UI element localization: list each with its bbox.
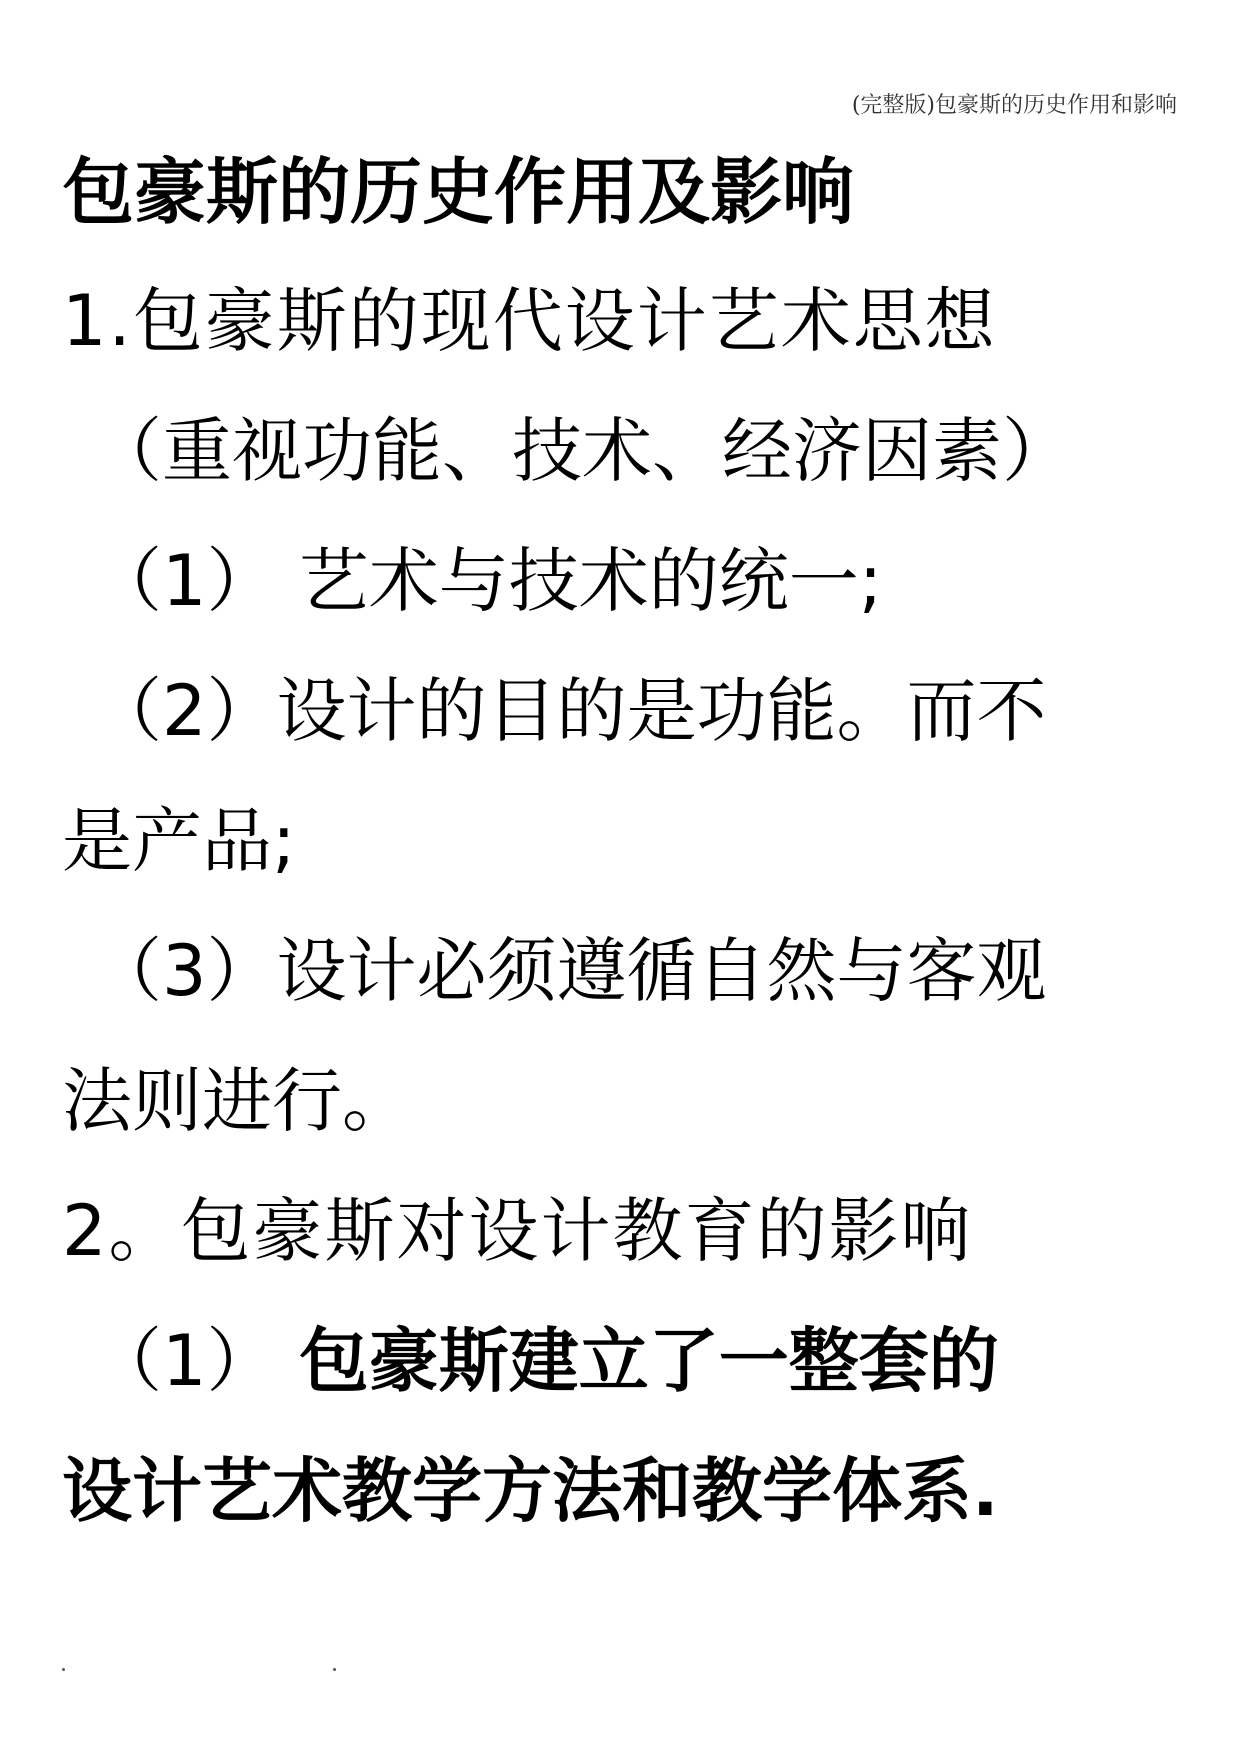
section-1-point-2: （2）设计的目的是功能。而不	[92, 670, 1047, 752]
section-2-point-1-text: 包豪斯建立了一整套的	[298, 1320, 999, 1402]
document-body	[62, 128, 1182, 1556]
running-header: (完整版)包豪斯的历史作用和影响	[851, 93, 1177, 118]
document-title: 包豪斯的历史作用及影响	[62, 150, 855, 234]
section-2-point-1	[62, 1296, 1182, 1426]
section-1-point-3-continued: 法则进行。	[62, 1060, 412, 1142]
scan-dot	[62, 1668, 65, 1671]
section-1-point-2-continued: 是产品;	[62, 800, 296, 882]
section-1-subheading: （重视功能、技术、经济因素）	[92, 410, 1072, 492]
section-1-point-3: （3）设计必须遵循自然与客观	[92, 930, 1047, 1012]
section-1-point-1: （1） 艺术与技术的统一;	[92, 540, 883, 622]
section-2-point-1-continued: 设计艺术教学方法和教学体系.	[62, 1450, 999, 1532]
section-2-point-1-marker: （1）	[92, 1320, 299, 1402]
section-2-heading: 2。包豪斯对设计教育的影响	[62, 1190, 973, 1272]
section-1-heading: 1.包豪斯的现代设计艺术思想	[62, 280, 997, 362]
scan-dot	[333, 1668, 336, 1671]
